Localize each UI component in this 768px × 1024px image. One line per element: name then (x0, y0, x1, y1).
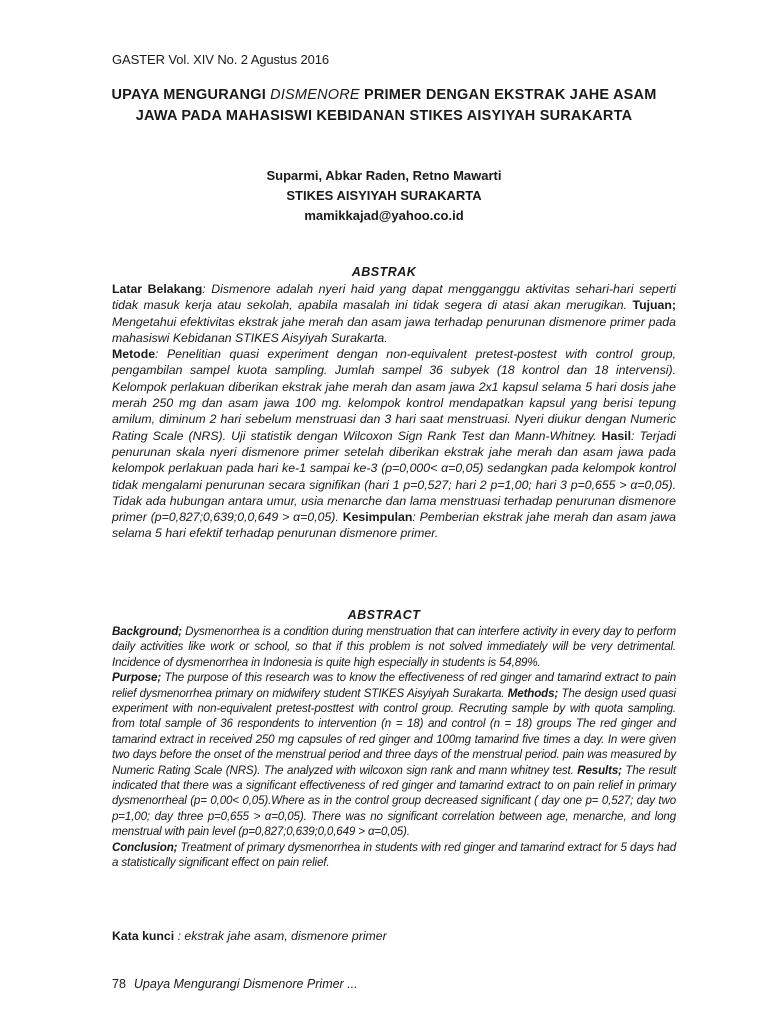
abstrak-paragraph (112, 281, 676, 542)
abstract-heading: ABSTRACT (347, 608, 421, 622)
results-text: The result indicated that there was a significant effectiveness of red ginger and tamarind extract to on pain relief in primary dysmenorrheal (p= 0,00< 0,05).Where as in the control group decreased significant ( day one p= 0,527; day two p=1,00; day three p=0,655 > α=0,05). There was no significant correlation between age, menarche, and long menstrual with pain level (p=0,827;0,639;0,0,649 > α=0,05). (112, 763, 677, 839)
latar-text: : Dismenore adalah nyeri haid yang dapat mengganggu aktivitas sehari-hari seperti tidak masuk kerja atau sekolah, apabila masalah ini tidak segera di atasi akan merugikan. (112, 282, 676, 313)
tujuan-label: Tujuan; (632, 298, 676, 313)
running-title: Upaya Mengurangi Dismenore Primer ... (133, 977, 358, 991)
paper-title (100, 85, 668, 127)
journal-header: GASTER Vol. XIV No. 2 Agustus 2016 (112, 52, 329, 67)
tujuan-text: Mengetahui efektivitas ekstrak jahe merah dan asam jawa terhadap penurunan dismenore primer pada mahasiswi Kebidanan STIKES Aisyiyah Surakarta. (112, 314, 676, 345)
hasil-label: Hasil (601, 428, 632, 443)
page-footer (112, 977, 358, 991)
author-names: Suparmi, Abkar Raden, Retno Mawarti (266, 168, 502, 183)
purpose-label: Purpose; (112, 671, 162, 685)
keywords-text: : ekstrak jahe asam, dismenore primer (174, 929, 387, 943)
latar-label: Latar Belakang (112, 282, 203, 296)
abstract-body (112, 624, 676, 871)
title-italic-word: DISMENORE (270, 87, 360, 103)
title-part1: UPAYA MENGURANGI (111, 87, 271, 103)
abstrak-heading: ABSTRAK (351, 265, 417, 279)
page-number: 78 (112, 977, 126, 991)
author-block (100, 166, 668, 226)
background-label: Background; (112, 625, 182, 638)
methods-label: Methods; (507, 686, 559, 700)
background-text: Dysmenorrhea is a condition during menstruation that can interfere activity in every day to perform daily activities like work or school, so that if this problem is not solved immediately will be very detrimental. Incidence of dysmenorrhea in Indonesia is quite high especially in students is 54,89%. (112, 625, 676, 669)
keywords (112, 929, 387, 943)
purpose-text: The purpose of this research was to know the effectiveness of red ginger and tamarind extract to pain relief dysmenorrhea primary on midwifery student STIKES Aisyiyah Surakarta. (112, 671, 676, 700)
results-label: Results; (577, 763, 622, 777)
methods-text: The design used quasi experiment with non-equivalent pretest-posttest with control group. Recruting sample by with quota sampling. from total sample of 36 respondents to intervention (n = 18) and control (n = 18) groups The red ginger and tamarind extract in received 250 mg capsules of red ginger and 100mg tamarind five times a day. In were given two days before the onset of the menstrual period and three days of the menstrual period. pain was measured by Numeric Rating Scale (NRS). The analyzed with wilcoxon sign rank and mann whitney test. (112, 686, 676, 777)
conclusion-text: Treatment of primary dysmenorrhea in students with red ginger and tamarind extract for 5 days had a statistically significant effect on pain relief. (112, 840, 676, 870)
metode-text: : Penelitian quasi experiment dengan non-equivalent pretest-postest with control group, pengambilan sampel kuota sampling. Jumlah sampel 36 subyek (18 kontrol dan 18 intervensi). Kelompok perlakuan diberikan ekstrak jahe merah dan asam jawa 2x1 kapsul selama 5 hari dosis jahe merah 250 mg dan asam jawa 100 mg. kelompok kontrol mendapatkan kapsul yang berisi tepung amilum, diminum 2 hari sebelum menstruasi dan 3 hari saat menstruasi. Nyeri diukur dengan Numeric Rating Scale (NRS). Uji statistik dengan Wilcoxon Sign Rank Test dan Mann-Whitney. (112, 347, 676, 443)
author-email: mamikkajad@yahoo.co.id (304, 208, 464, 223)
hasil-text: : Terjadi penurunan skala nyeri dismenore primer setelah diberikan ekstrak jahe merah dan asam jawa pada kelompok perlakuan pada hari ke-1 sampai ke-3 (p=0,000< α=0,05) sedangkan pada kelompok kontrol tidak mengalami penurunan secara signifikan (hari 1 p=0,527; hari 2 p=1,00; hari 3 p=0,655 > α=0,05). Tidak ada hubungan antara umur, usia menarche dan lama menstruasi terhadap penurunan dismenore primer (p=0,827;0,639;0,0,649 > α=0,05). (112, 428, 676, 525)
kesimpulan-label: Kesimpulan (342, 510, 413, 525)
title-part2: PRIMER DENGAN EKSTRAK JAHE ASAM JAWA PADA MAHASISWI KEBIDANAN STIKES AISYIYAH SURAKARTA (135, 87, 657, 124)
metode-label: Metode (112, 347, 156, 362)
kesimpulan-text: : Pemberian ekstrak jahe merah dan asam jawa selama 5 hari efektif terhadap penurunan dismenore primer. (112, 510, 676, 541)
abstrak-body (112, 281, 676, 542)
conclusion-label: Conclusion; (112, 840, 178, 854)
abstract-paragraph (112, 624, 676, 871)
keywords-label: Kata kunci (112, 929, 175, 943)
author-affiliation: STIKES AISYIYAH SURAKARTA (286, 188, 482, 203)
